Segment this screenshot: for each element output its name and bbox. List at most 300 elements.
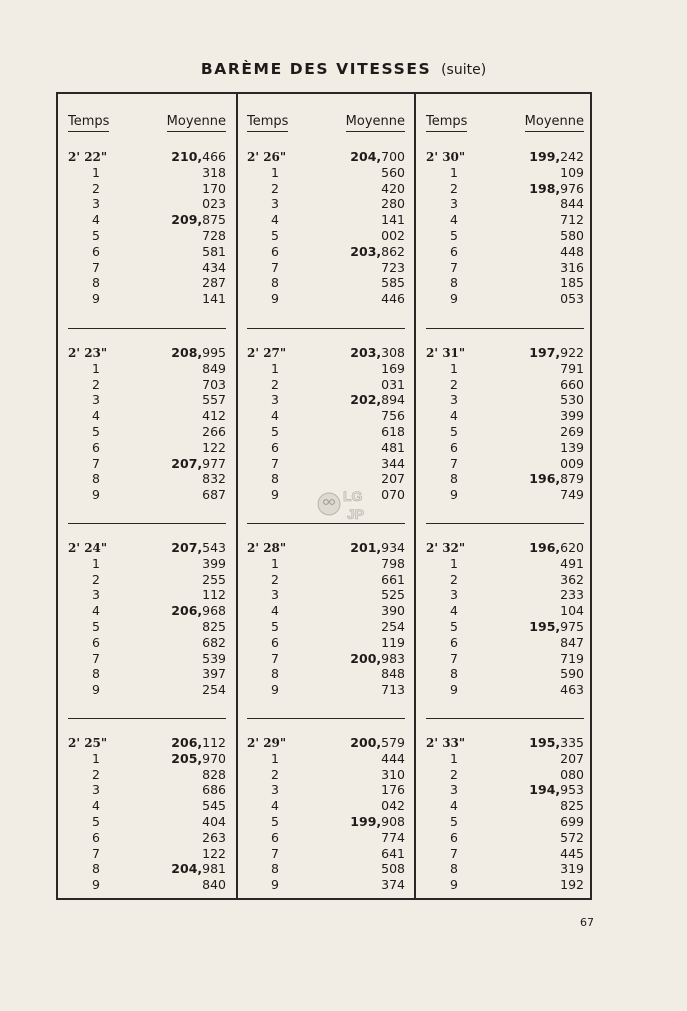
time-hundredth: 4 [271,603,279,619]
time-hundredth: 6 [271,439,279,455]
time-hundredth: 5 [92,424,100,439]
time-label: 2' 30" [426,150,466,164]
speed-decimal: 053 [560,291,584,307]
table-row [237,275,415,291]
speed-value [560,861,584,877]
time-hundredth: 1 [450,164,458,180]
speed-integer: 204, [171,861,203,877]
speed-integer: 200, [350,735,382,750]
svg-text:JP: JP [347,506,365,522]
time-hundredth: 2 [92,571,100,587]
speed-decimal: 141 [381,212,405,228]
block-separator [247,718,405,719]
table-row [416,260,594,276]
table-row [237,440,415,456]
speed-value [171,735,226,751]
table-row [237,635,415,651]
table-row [237,735,415,751]
time-hundredth: 3 [450,782,458,798]
speed-value [171,861,226,877]
speed-value [202,556,226,572]
time-label: 2' 27" [247,346,287,360]
table-row [416,424,594,440]
speed-decimal: 335 [560,735,584,750]
time-label: 2' 26" [247,150,287,164]
table-row [416,651,594,667]
table-row [237,291,415,307]
time-hundredth: 3 [271,392,279,408]
speed-decimal: 774 [381,829,405,845]
speed-value [529,149,584,165]
time-hundredth: 5 [92,228,100,243]
speed-value [560,587,584,603]
title-main: BARÈME DES VITESSES [200,60,432,78]
speed-decimal: 002 [381,228,405,243]
speed-value [202,682,226,698]
table-row [416,846,594,862]
time-hundredth: 2 [271,376,279,392]
speed-decimal: 207 [560,750,584,766]
speed-integer: 201, [350,540,382,555]
speed-value [202,798,226,814]
speed-value [381,846,405,862]
time-hundredth: 1 [92,555,100,571]
table-row [58,165,236,181]
table-row [58,275,236,291]
speed-value [560,291,584,307]
table-column [416,94,594,898]
table-row [416,377,594,393]
table-row [58,603,236,619]
table-row [58,440,236,456]
speed-value [202,877,226,893]
speed-value [202,487,226,503]
time-hundredth: 3 [271,587,279,603]
time-hundredth: 3 [92,587,100,603]
block-separator [426,328,584,329]
table-row [58,181,236,197]
speed-decimal: 590 [560,666,584,682]
speed-decimal: 719 [560,650,584,666]
speed-value [560,361,584,377]
time-hundredth: 4 [92,408,100,424]
table-row [237,751,415,767]
speed-decimal: 848 [381,666,405,682]
speed-decimal: 390 [381,603,405,619]
table-row [237,830,415,846]
speed-value [529,735,584,751]
speed-decimal: 280 [381,196,405,212]
time-hundredth: 1 [92,750,100,766]
speed-decimal: 169 [381,360,405,376]
speed-decimal: 287 [202,275,226,291]
time-label: 2' 23" [68,346,108,360]
header-label: Moyenne [167,114,226,132]
speed-value [202,830,226,846]
table-row [416,666,594,682]
speed-decimal: 791 [560,360,584,376]
speed-decimal: 397 [202,666,226,682]
table-row [416,165,594,181]
speed-value [202,587,226,603]
speed-value [381,196,405,212]
speed-integer: 202, [350,392,382,408]
speed-integer: 195, [529,735,561,750]
time-hundredth: 9 [271,487,279,503]
speed-value [560,165,584,181]
header-moyenne [346,114,405,132]
speed-value [529,619,584,635]
table-row [237,260,415,276]
time-hundredth: 4 [450,798,458,814]
speed-integer: 208, [171,345,203,360]
time-label: 2' 22" [68,150,108,164]
time-hundredth: 4 [271,212,279,228]
speed-decimal: 042 [381,798,405,814]
speed-value [381,767,405,783]
time-hundredth: 1 [271,164,279,180]
speed-decimal: 934 [381,540,405,555]
table-row [237,682,415,698]
header-label: Temps [68,114,109,132]
speed-value [560,196,584,212]
speed-decimal: 825 [560,798,584,814]
speed-value [202,440,226,456]
table-row [416,635,594,651]
speed-decimal: 445 [560,845,584,861]
speed-decimal: 530 [560,392,584,408]
speed-value [202,666,226,682]
time-hundredth: 7 [450,455,458,471]
speed-value [560,751,584,767]
speed-decimal: 981 [202,861,226,877]
time-hundredth: 3 [271,782,279,798]
block-separator [68,328,226,329]
speed-decimal: 319 [560,861,584,877]
time-hundredth: 4 [450,603,458,619]
speed-decimal: 545 [202,798,226,814]
speed-decimal: 968 [202,603,226,619]
speed-decimal: 316 [560,259,584,275]
speed-value [381,181,405,197]
speed-value [202,408,226,424]
table-row [416,603,594,619]
time-hundredth: 3 [92,392,100,408]
table-row [237,619,415,635]
speed-value [381,830,405,846]
time-hundredth: 6 [92,243,100,259]
table-row [237,408,415,424]
time-hundredth: 9 [92,291,100,307]
speed-decimal: 185 [560,275,584,291]
speed-value [560,228,584,244]
speed-value [560,392,584,408]
speed-integer: 194, [529,782,561,798]
header-moyenne [525,114,584,132]
speed-decimal: 976 [560,180,584,196]
speed-integer: 197, [529,345,561,360]
speed-value [171,345,226,361]
speed-value [202,165,226,181]
time-hundredth: 8 [92,471,100,487]
table-row [237,572,415,588]
speed-integer: 196, [529,471,561,487]
table-row [416,244,594,260]
speed-value [381,361,405,377]
table-column [58,94,236,898]
time-hundredth: 6 [92,634,100,650]
speed-decimal: 023 [202,196,226,212]
speed-value [529,782,584,798]
table-row [237,603,415,619]
table-row [237,666,415,682]
speed-decimal: 399 [560,408,584,424]
speed-decimal: 170 [202,180,226,196]
speed-decimal: 975 [560,619,584,634]
time-hundredth: 2 [92,376,100,392]
speed-value [560,487,584,503]
title-suite: (suite) [441,62,487,78]
time-hundredth: 3 [271,196,279,212]
time-hundredth: 5 [450,619,458,634]
speed-value [381,619,405,635]
speed-decimal: 840 [202,877,226,893]
table-row [416,361,594,377]
time-hundredth: 5 [450,424,458,439]
speed-decimal: 141 [202,291,226,307]
speed-decimal: 508 [381,861,405,877]
speed-value [381,751,405,767]
table-row [58,782,236,798]
speed-decimal: 970 [202,750,226,766]
speed-decimal: 543 [202,540,226,555]
speed-value [529,540,584,556]
table-row [416,228,594,244]
speed-value [202,244,226,260]
speed-decimal: 875 [202,212,226,228]
speed-decimal: 825 [202,619,226,634]
speed-integer: 198, [529,180,561,196]
speed-decimal: 031 [381,376,405,392]
speed-value [171,751,226,767]
table-row [237,651,415,667]
speed-value [202,782,226,798]
time-hundredth: 7 [92,455,100,471]
time-hundredth: 9 [450,487,458,503]
table-row [58,392,236,408]
speed-value [560,456,584,472]
time-hundredth: 7 [92,259,100,275]
speed-decimal: 242 [560,149,584,164]
time-hundredth: 4 [450,212,458,228]
table-row [416,408,594,424]
table-row [58,244,236,260]
time-hundredth: 2 [450,766,458,782]
table-row [416,291,594,307]
speed-decimal: 580 [560,228,584,243]
speed-integer: 206, [171,735,203,750]
table-row [416,540,594,556]
table-row [416,181,594,197]
table-row [416,487,594,503]
time-hundredth: 1 [92,360,100,376]
speed-value [202,361,226,377]
time-hundredth: 4 [271,798,279,814]
table-row [58,635,236,651]
table-row [58,540,236,556]
speed-value [202,275,226,291]
time-hundredth: 5 [450,814,458,829]
speed-value [202,377,226,393]
table-row [416,587,594,603]
time-hundredth: 8 [450,471,458,487]
time-label: 2' 25" [68,736,108,750]
table-row [58,587,236,603]
speed-decimal: 581 [202,243,226,259]
time-hundredth: 7 [271,455,279,471]
speed-value [171,603,226,619]
time-hundredth: 3 [92,196,100,212]
speed-decimal: 686 [202,782,226,798]
speed-value [381,471,405,487]
table-row [416,782,594,798]
speed-value [560,603,584,619]
table-row [237,587,415,603]
speed-value [350,540,405,556]
speed-value [171,456,226,472]
table-row [237,181,415,197]
speed-decimal: 122 [202,439,226,455]
speed-decimal: 700 [381,149,405,164]
time-hundredth: 9 [92,877,100,893]
time-hundredth: 5 [271,619,279,634]
speed-integer: 195, [529,619,561,634]
speed-decimal: 620 [560,540,584,555]
speed-value [560,260,584,276]
table-row [237,244,415,260]
speed-decimal: 879 [560,471,584,487]
header-label: Temps [247,114,288,132]
time-hundredth: 4 [92,603,100,619]
speed-decimal: 847 [560,634,584,650]
speed-value [202,181,226,197]
speed-decimal: 404 [202,814,226,829]
speed-value [560,440,584,456]
speed-value [202,572,226,588]
speed-value [560,651,584,667]
speed-value [381,275,405,291]
table-row [58,377,236,393]
speed-value [381,572,405,588]
block-separator [247,328,405,329]
speed-decimal: 560 [381,164,405,180]
speed-value [560,275,584,291]
speed-value [202,471,226,487]
table-row [237,377,415,393]
table-row [237,424,415,440]
table-row [416,196,594,212]
table-row [58,361,236,377]
table-row [58,877,236,893]
table-row [58,830,236,846]
speed-value [560,556,584,572]
speed-decimal: 112 [202,587,226,603]
table-row [58,735,236,751]
time-hundredth: 7 [450,845,458,861]
speed-decimal: 618 [381,424,405,439]
speed-decimal: 922 [560,345,584,360]
time-hundredth: 9 [271,877,279,893]
speed-value [350,814,405,830]
speed-integer: 200, [350,650,382,666]
speed-value [381,377,405,393]
table-row [58,149,236,165]
time-hundredth: 3 [450,392,458,408]
speed-integer: 199, [350,814,382,829]
speed-decimal: 995 [202,345,226,360]
table-row [237,767,415,783]
speed-decimal: 254 [202,682,226,698]
table-row [237,165,415,181]
speed-decimal: 572 [560,829,584,845]
speed-decimal: 207 [381,471,405,487]
speed-decimal: 310 [381,766,405,782]
speed-value [381,487,405,503]
table-row [416,830,594,846]
table-row [237,861,415,877]
time-hundredth: 5 [271,814,279,829]
speed-value [560,424,584,440]
speed-decimal: 233 [560,587,584,603]
table-row [58,651,236,667]
speed-integer: 210, [171,149,203,164]
time-hundredth: 1 [92,164,100,180]
table-row [416,751,594,767]
table-row [416,392,594,408]
time-label: 2' 28" [247,541,287,555]
time-label: 2' 29" [247,736,287,750]
time-hundredth: 6 [271,829,279,845]
speed-decimal: 119 [381,634,405,650]
time-label: 2' 31" [426,346,466,360]
speed-decimal: 112 [202,735,226,750]
table-row [416,735,594,751]
speed-decimal: 983 [381,650,405,666]
speed-decimal: 525 [381,587,405,603]
table-row [237,846,415,862]
time-hundredth: 1 [271,750,279,766]
speed-decimal: 862 [381,243,405,259]
speed-value [560,798,584,814]
page-title [0,60,687,78]
table-row [416,798,594,814]
time-hundredth: 8 [92,861,100,877]
speed-decimal: 308 [381,345,405,360]
speed-decimal: 828 [202,766,226,782]
table-row [58,619,236,635]
time-hundredth: 5 [271,424,279,439]
time-hundredth: 1 [271,555,279,571]
time-hundredth: 4 [92,798,100,814]
table-row [58,751,236,767]
table-row [58,767,236,783]
speed-decimal: 713 [381,682,405,698]
time-label: 2' 32" [426,541,466,555]
time-hundredth: 5 [271,228,279,243]
speed-decimal: 318 [202,164,226,180]
time-hundredth: 9 [271,682,279,698]
watermark-logo [316,484,374,524]
